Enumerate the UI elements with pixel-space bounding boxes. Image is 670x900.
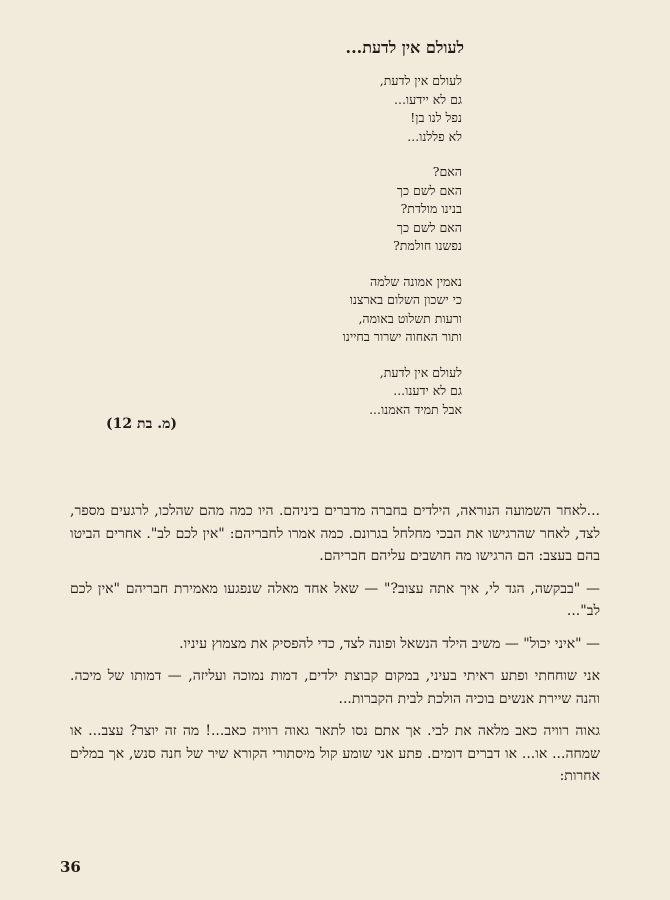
poem-line: כי ישכון השלום בארצנו <box>349 292 462 307</box>
poem-signature: (מ. בת 12) <box>106 416 177 432</box>
page-number: 36 <box>60 858 81 876</box>
poem-line: ותור האחוה ישרור בחיינו <box>342 329 462 344</box>
prose-paragraph: גאוה רוויה כאב מלאה את לבי. אך אתם נסו לתאר גאוה רוויה כאב...! מה זה יוצר? עצב... או שמחה... או... או דברים דומים. פתע אני שומע קול מיסתורי הקורא שיר של חנה סנש, אך במלים אחרות: <box>70 723 600 784</box>
poem-title: לעולם אין לדעת... <box>345 38 464 57</box>
poem-line: האם לשם כך <box>396 182 462 198</box>
poem-line: לא פללנו... <box>407 128 462 144</box>
poem-line: לעולם אין לדעת, <box>379 73 462 88</box>
poem-stanza <box>343 163 462 256</box>
poem-stanza <box>343 72 462 146</box>
prose-paragraph: ...לאחר השמועה הנוראה, הילדים בחברה מדברים ביניהם. היו כמה מהם שהלכו, לרגעים מספר, לצד, לאחר שהרגישו את הבכי מחלחל בגרונם. כמה אמרו לחבריהם: "אין לכם לב". אחרים הביטו בהם בעצב: הם הרגישו מה חושבים עליהם חבריהם. <box>70 503 600 564</box>
poem-line: נפשנו חולמת? <box>393 238 462 253</box>
poem-line: בנינו מולדת? <box>400 201 462 216</box>
poem-line: לעולם אין לדעת, <box>379 364 462 380</box>
poem-line: ורעות תשלוט באומה, <box>358 310 462 326</box>
poem-line: נפל לנו בן! <box>410 110 462 125</box>
prose-body <box>70 500 600 798</box>
poem-line: האם? <box>432 164 462 179</box>
prose-paragraph: — "איני יכול" — משיב הילד הנשאל ופונה לצד, כדי להפסיק את מצמוץ עיניו. <box>179 635 600 652</box>
poem-stanza <box>343 273 462 347</box>
poem <box>343 72 462 436</box>
prose-paragraph: אני שוחחתי ופתע ראיתי בעיני, במקום קבוצת ילדים, דמות נמוכה ועליזה, — דמותו של מיכה. והנה שיירת אנשים בוכיה הולכת לבית הקברות... <box>70 668 600 707</box>
poem-line: נאמין אמונה שלמה <box>369 273 462 289</box>
poem-line: האם לשם כך <box>396 219 462 235</box>
poem-line: גם לא יידעו... <box>394 91 462 107</box>
poem-line: אבל תמיד האמנו... <box>369 401 462 417</box>
poem-line: גם לא ידענו... <box>393 383 462 398</box>
poem-stanza <box>343 364 462 420</box>
prose-paragraph: — "בבקשה, הגד לי, איך אתה עצוב?" — שאל אחד מאלה שנפגעו מאמירת חבריהם "אין לכם לב"... <box>70 580 600 619</box>
